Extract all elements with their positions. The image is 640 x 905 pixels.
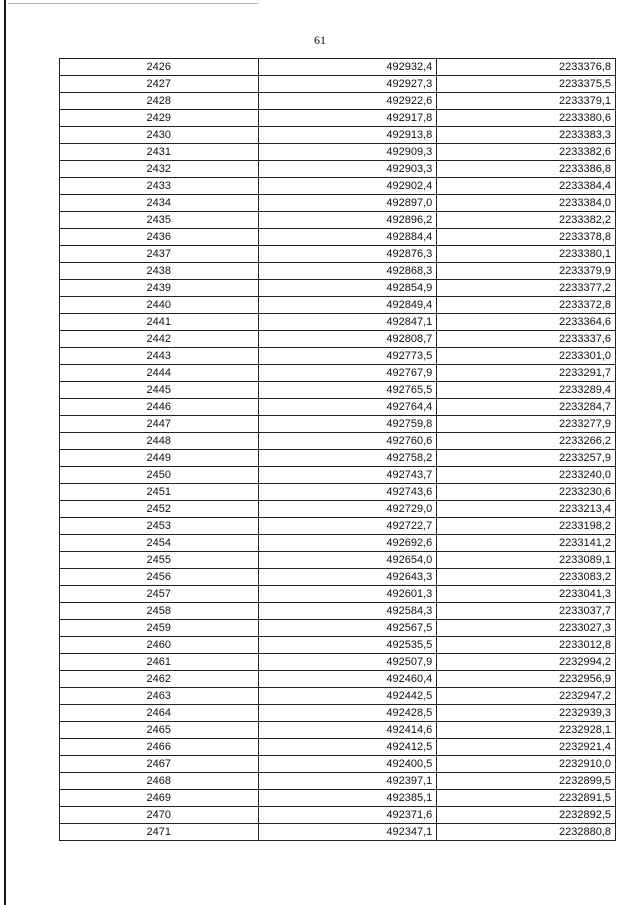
x-coordinate-cell: 492567,5 <box>258 620 437 637</box>
table-row <box>60 161 616 178</box>
y-coordinate-cell: 2233337,6 <box>437 331 616 348</box>
y-coordinate-cell: 2233213,4 <box>437 501 616 518</box>
x-coordinate-cell: 492868,3 <box>258 263 437 280</box>
point-number-cell: 2438 <box>60 263 259 280</box>
y-coordinate-cell: 2232994,2 <box>437 654 616 671</box>
x-coordinate-cell: 492932,4 <box>258 59 437 76</box>
y-coordinate-cell: 2232891,5 <box>437 790 616 807</box>
x-coordinate-cell: 492397,1 <box>258 773 437 790</box>
y-coordinate-cell: 2233289,4 <box>437 382 616 399</box>
x-coordinate-cell: 492743,6 <box>258 484 437 501</box>
table-row <box>60 807 616 824</box>
point-number-cell: 2446 <box>60 399 259 416</box>
y-coordinate-cell: 2233301,0 <box>437 348 616 365</box>
y-coordinate-cell: 2233240,0 <box>437 467 616 484</box>
table-row <box>60 484 616 501</box>
point-number-cell: 2470 <box>60 807 259 824</box>
table-row <box>60 773 616 790</box>
scan-artifact-line <box>8 3 258 4</box>
point-number-cell: 2466 <box>60 739 259 756</box>
point-number-cell: 2434 <box>60 195 259 212</box>
point-number-cell: 2435 <box>60 212 259 229</box>
point-number-cell: 2467 <box>60 756 259 773</box>
x-coordinate-cell: 492347,1 <box>258 824 437 841</box>
y-coordinate-cell: 2233384,0 <box>437 195 616 212</box>
table-row <box>60 637 616 654</box>
x-coordinate-cell: 492643,3 <box>258 569 437 586</box>
point-number-cell: 2464 <box>60 705 259 722</box>
table-row <box>60 263 616 280</box>
table-row <box>60 280 616 297</box>
table-row <box>60 586 616 603</box>
point-number-cell: 2469 <box>60 790 259 807</box>
y-coordinate-cell: 2233379,9 <box>437 263 616 280</box>
table-row <box>60 212 616 229</box>
table-row <box>60 620 616 637</box>
y-coordinate-cell: 2232939,3 <box>437 705 616 722</box>
table-row <box>60 705 616 722</box>
y-coordinate-cell: 2233037,7 <box>437 603 616 620</box>
table-row <box>60 603 616 620</box>
point-number-cell: 2442 <box>60 331 259 348</box>
x-coordinate-cell: 492601,3 <box>258 586 437 603</box>
coordinates-table-body <box>60 59 616 841</box>
point-number-cell: 2463 <box>60 688 259 705</box>
y-coordinate-cell: 2233257,9 <box>437 450 616 467</box>
table-row <box>60 518 616 535</box>
point-number-cell: 2436 <box>60 229 259 246</box>
table-row <box>60 331 616 348</box>
point-number-cell: 2454 <box>60 535 259 552</box>
point-number-cell: 2465 <box>60 722 259 739</box>
x-coordinate-cell: 492773,5 <box>258 348 437 365</box>
point-number-cell: 2462 <box>60 671 259 688</box>
table-row <box>60 654 616 671</box>
y-coordinate-cell: 2232910,0 <box>437 756 616 773</box>
x-coordinate-cell: 492909,3 <box>258 144 437 161</box>
x-coordinate-cell: 492535,5 <box>258 637 437 654</box>
y-coordinate-cell: 2233376,8 <box>437 59 616 76</box>
x-coordinate-cell: 492913,8 <box>258 127 437 144</box>
x-coordinate-cell: 492460,4 <box>258 671 437 688</box>
x-coordinate-cell: 492884,4 <box>258 229 437 246</box>
x-coordinate-cell: 492917,8 <box>258 110 437 127</box>
point-number-cell: 2461 <box>60 654 259 671</box>
y-coordinate-cell: 2233382,2 <box>437 212 616 229</box>
point-number-cell: 2433 <box>60 178 259 195</box>
y-coordinate-cell: 2233380,6 <box>437 110 616 127</box>
y-coordinate-cell: 2233012,8 <box>437 637 616 654</box>
point-number-cell: 2445 <box>60 382 259 399</box>
y-coordinate-cell: 2233027,3 <box>437 620 616 637</box>
point-number-cell: 2439 <box>60 280 259 297</box>
point-number-cell: 2452 <box>60 501 259 518</box>
x-coordinate-cell: 492854,9 <box>258 280 437 297</box>
point-number-cell: 2450 <box>60 467 259 484</box>
y-coordinate-cell: 2233382,6 <box>437 144 616 161</box>
x-coordinate-cell: 492758,2 <box>258 450 437 467</box>
y-coordinate-cell: 2233266,2 <box>437 433 616 450</box>
x-coordinate-cell: 492902,4 <box>258 178 437 195</box>
point-number-cell: 2449 <box>60 450 259 467</box>
table-row <box>60 229 616 246</box>
x-coordinate-cell: 492808,7 <box>258 331 437 348</box>
point-number-cell: 2448 <box>60 433 259 450</box>
x-coordinate-cell: 492876,3 <box>258 246 437 263</box>
table-row <box>60 365 616 382</box>
y-coordinate-cell: 2233291,7 <box>437 365 616 382</box>
x-coordinate-cell: 492847,1 <box>258 314 437 331</box>
point-number-cell: 2427 <box>60 76 259 93</box>
point-number-cell: 2458 <box>60 603 259 620</box>
point-number-cell: 2453 <box>60 518 259 535</box>
point-number-cell: 2457 <box>60 586 259 603</box>
y-coordinate-cell: 2233379,1 <box>437 93 616 110</box>
x-coordinate-cell: 492767,9 <box>258 365 437 382</box>
y-coordinate-cell: 2233089,1 <box>437 552 616 569</box>
x-coordinate-cell: 492765,5 <box>258 382 437 399</box>
point-number-cell: 2471 <box>60 824 259 841</box>
point-number-cell: 2460 <box>60 637 259 654</box>
table-row <box>60 790 616 807</box>
point-number-cell: 2441 <box>60 314 259 331</box>
x-coordinate-cell: 492729,0 <box>258 501 437 518</box>
table-row <box>60 688 616 705</box>
x-coordinate-cell: 492692,6 <box>258 535 437 552</box>
table-row <box>60 297 616 314</box>
x-coordinate-cell: 492400,5 <box>258 756 437 773</box>
x-coordinate-cell: 492654,0 <box>258 552 437 569</box>
point-number-cell: 2432 <box>60 161 259 178</box>
y-coordinate-cell: 2232956,9 <box>437 671 616 688</box>
x-coordinate-cell: 492897,0 <box>258 195 437 212</box>
x-coordinate-cell: 492760,6 <box>258 433 437 450</box>
x-coordinate-cell: 492584,3 <box>258 603 437 620</box>
y-coordinate-cell: 2233372,8 <box>437 297 616 314</box>
page-number: 61 <box>314 33 326 47</box>
y-coordinate-cell: 2233378,8 <box>437 229 616 246</box>
x-coordinate-cell: 492759,8 <box>258 416 437 433</box>
y-coordinate-cell: 2233277,9 <box>437 416 616 433</box>
y-coordinate-cell: 2233375,5 <box>437 76 616 93</box>
table-row <box>60 110 616 127</box>
y-coordinate-cell: 2232947,2 <box>437 688 616 705</box>
x-coordinate-cell: 492414,6 <box>258 722 437 739</box>
y-coordinate-cell: 2233141,2 <box>437 535 616 552</box>
x-coordinate-cell: 492385,1 <box>258 790 437 807</box>
page-edge-line <box>4 0 6 905</box>
coordinates-table <box>59 58 616 841</box>
point-number-cell: 2456 <box>60 569 259 586</box>
y-coordinate-cell: 2233230,6 <box>437 484 616 501</box>
y-coordinate-cell: 2233198,2 <box>437 518 616 535</box>
point-number-cell: 2437 <box>60 246 259 263</box>
table-row <box>60 178 616 195</box>
table-row <box>60 450 616 467</box>
x-coordinate-cell: 492722,7 <box>258 518 437 535</box>
x-coordinate-cell: 492896,2 <box>258 212 437 229</box>
table-row <box>60 59 616 76</box>
point-number-cell: 2426 <box>60 59 259 76</box>
table-row <box>60 195 616 212</box>
table-row <box>60 144 616 161</box>
table-row <box>60 467 616 484</box>
x-coordinate-cell: 492927,3 <box>258 76 437 93</box>
point-number-cell: 2440 <box>60 297 259 314</box>
y-coordinate-cell: 2233383,3 <box>437 127 616 144</box>
point-number-cell: 2455 <box>60 552 259 569</box>
x-coordinate-cell: 492764,4 <box>258 399 437 416</box>
y-coordinate-cell: 2233083,2 <box>437 569 616 586</box>
point-number-cell: 2443 <box>60 348 259 365</box>
point-number-cell: 2468 <box>60 773 259 790</box>
table-row <box>60 416 616 433</box>
table-row <box>60 756 616 773</box>
point-number-cell: 2451 <box>60 484 259 501</box>
table-row <box>60 314 616 331</box>
x-coordinate-cell: 492849,4 <box>258 297 437 314</box>
table-row <box>60 246 616 263</box>
table-row <box>60 552 616 569</box>
y-coordinate-cell: 2233384,4 <box>437 178 616 195</box>
table-row <box>60 501 616 518</box>
y-coordinate-cell: 2233386,8 <box>437 161 616 178</box>
x-coordinate-cell: 492412,5 <box>258 739 437 756</box>
point-number-cell: 2428 <box>60 93 259 110</box>
point-number-cell: 2429 <box>60 110 259 127</box>
y-coordinate-cell: 2232921,4 <box>437 739 616 756</box>
y-coordinate-cell: 2232880,8 <box>437 824 616 841</box>
y-coordinate-cell: 2233380,1 <box>437 246 616 263</box>
table-row <box>60 739 616 756</box>
x-coordinate-cell: 492922,6 <box>258 93 437 110</box>
table-row <box>60 399 616 416</box>
x-coordinate-cell: 492428,5 <box>258 705 437 722</box>
table-row <box>60 76 616 93</box>
table-row <box>60 127 616 144</box>
table-row <box>60 722 616 739</box>
table-row <box>60 433 616 450</box>
x-coordinate-cell: 492442,5 <box>258 688 437 705</box>
y-coordinate-cell: 2232899,5 <box>437 773 616 790</box>
point-number-cell: 2430 <box>60 127 259 144</box>
y-coordinate-cell: 2232892,5 <box>437 807 616 824</box>
point-number-cell: 2444 <box>60 365 259 382</box>
table-row <box>60 93 616 110</box>
x-coordinate-cell: 492371,6 <box>258 807 437 824</box>
table-row <box>60 382 616 399</box>
y-coordinate-cell: 2233377,2 <box>437 280 616 297</box>
y-coordinate-cell: 2233284,7 <box>437 399 616 416</box>
y-coordinate-cell: 2233364,6 <box>437 314 616 331</box>
table-row <box>60 535 616 552</box>
table-row <box>60 671 616 688</box>
y-coordinate-cell: 2232928,1 <box>437 722 616 739</box>
x-coordinate-cell: 492743,7 <box>258 467 437 484</box>
x-coordinate-cell: 492507,9 <box>258 654 437 671</box>
point-number-cell: 2447 <box>60 416 259 433</box>
table-row <box>60 824 616 841</box>
table-row <box>60 348 616 365</box>
table-row <box>60 569 616 586</box>
y-coordinate-cell: 2233041,3 <box>437 586 616 603</box>
point-number-cell: 2431 <box>60 144 259 161</box>
x-coordinate-cell: 492903,3 <box>258 161 437 178</box>
point-number-cell: 2459 <box>60 620 259 637</box>
